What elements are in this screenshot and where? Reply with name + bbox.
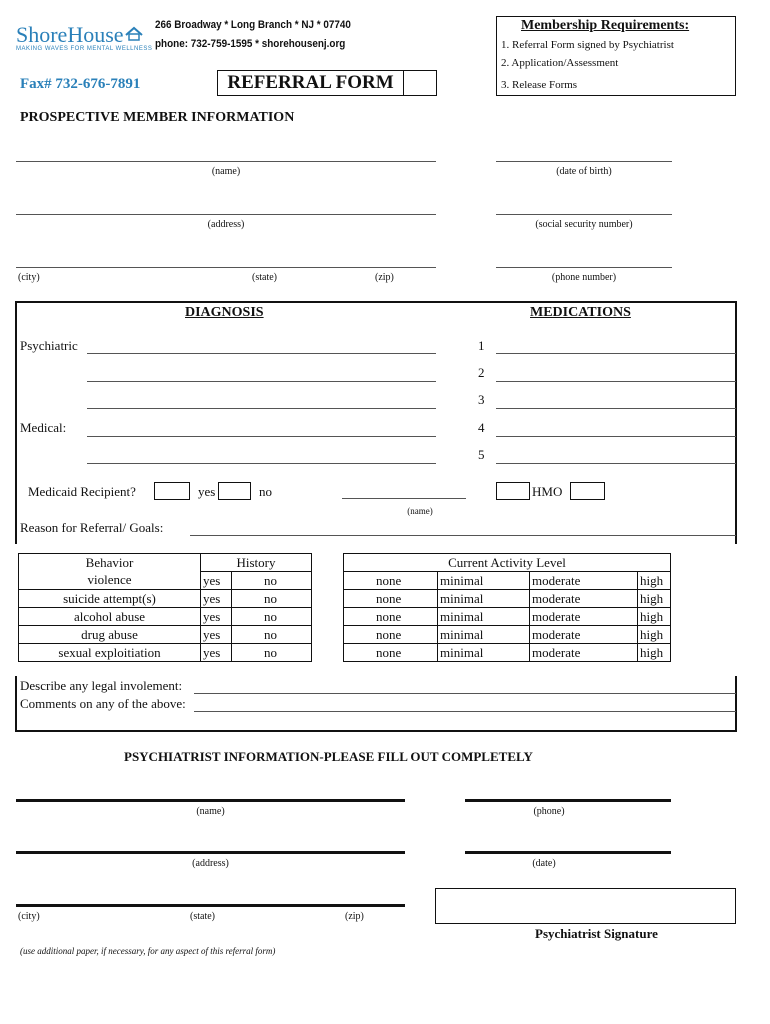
- activity-minimal-cell[interactable]: minimal: [438, 572, 530, 590]
- medicaid-yes-label: yes: [198, 484, 216, 499]
- psychiatrist-city-label: (city): [18, 911, 40, 922]
- history-yes-cell[interactable]: yes: [201, 644, 232, 662]
- psychiatrist-signature-label: Psychiatrist Signature: [535, 926, 658, 941]
- header-address: 266 Broadway * Long Branch * NJ * 07740: [155, 19, 351, 31]
- activity-high-cell[interactable]: high: [638, 608, 671, 626]
- psychiatrist-name-line[interactable]: [16, 799, 405, 802]
- member-ssn-line[interactable]: [496, 214, 672, 215]
- history-no-cell[interactable]: no: [232, 626, 312, 644]
- member-city-label: (city): [18, 272, 40, 283]
- header-contact: phone: 732-759-1595 * shorehousenj.org: [155, 38, 346, 50]
- medical-line[interactable]: [87, 436, 436, 437]
- psychiatrist-name-label: (name): [196, 806, 225, 817]
- member-phone-line[interactable]: [496, 267, 672, 268]
- fax-number: Fax# 732-676-7891: [20, 76, 141, 92]
- activity-minimal-cell[interactable]: minimal: [438, 608, 530, 626]
- member-dob-label: (date of birth): [556, 166, 612, 177]
- comments-label: Comments on any of the above:: [20, 696, 186, 711]
- psychiatrist-state-label: (state): [190, 911, 215, 922]
- medicaid-no-label: no: [259, 484, 272, 499]
- activity-none-cell[interactable]: none: [344, 572, 438, 590]
- hmo-checkbox-left[interactable]: [496, 482, 530, 500]
- behavior-cell: suicide attempt(s): [19, 590, 201, 608]
- history-yes-cell[interactable]: yes: [201, 608, 232, 626]
- psychiatrist-address-label: (address): [192, 858, 229, 869]
- activity-minimal-cell[interactable]: minimal: [438, 626, 530, 644]
- psychiatrist-phone-line[interactable]: [465, 799, 671, 802]
- member-name-line[interactable]: [16, 161, 436, 162]
- activity-table: [343, 553, 671, 662]
- requirement-item: 3. Release Forms: [501, 79, 578, 91]
- reason-line[interactable]: [190, 535, 736, 536]
- shorehouse-logo: [16, 22, 153, 52]
- member-name-label: (name): [211, 166, 241, 177]
- member-zip-label: (zip): [375, 272, 394, 283]
- psychiatrist-zip-label: (zip): [345, 911, 364, 922]
- activity-high-cell[interactable]: high: [638, 572, 671, 590]
- psychiatrist-date-label: (date): [532, 858, 556, 869]
- activity-row: [344, 590, 671, 608]
- psychiatric-label: Psychiatric: [20, 338, 78, 353]
- activity-moderate-cell[interactable]: moderate: [530, 608, 638, 626]
- activity-none-cell[interactable]: none: [344, 608, 438, 626]
- medication-line-3[interactable]: [496, 408, 736, 409]
- form-title: REFERRAL FORM: [227, 72, 394, 93]
- activity-moderate-cell[interactable]: moderate: [530, 590, 638, 608]
- footnote: (use additional paper, if necessary, for any aspect of this referral form): [20, 946, 276, 956]
- medication-number: 3: [478, 392, 485, 407]
- history-no-cell[interactable]: no: [232, 572, 312, 590]
- medicaid-name-line[interactable]: [342, 498, 466, 499]
- activity-row: [344, 572, 671, 590]
- requirements-title: Membership Requirements:: [521, 18, 690, 33]
- activity-high-cell[interactable]: high: [638, 644, 671, 662]
- activity-header: Current Activity Level: [344, 554, 671, 572]
- medication-line-2[interactable]: [496, 381, 736, 382]
- psychiatrist-city-line[interactable]: [16, 904, 405, 907]
- activity-none-cell[interactable]: none: [344, 626, 438, 644]
- legal-label: Describe any legal involement:: [20, 678, 183, 693]
- reason-label: Reason for Referral/ Goals:: [20, 520, 164, 535]
- history-yes-cell[interactable]: yes: [201, 590, 232, 608]
- hmo-checkbox-right[interactable]: [570, 482, 605, 500]
- psychiatric-line-3[interactable]: [87, 408, 436, 409]
- activity-moderate-cell[interactable]: moderate: [530, 644, 638, 662]
- requirement-item: 2. Application/Assessment: [501, 57, 619, 69]
- behavior-table: [18, 553, 312, 662]
- medical-label: Medical:: [20, 420, 67, 435]
- form-title-box: [217, 70, 404, 96]
- history-yes-cell[interactable]: yes: [201, 626, 232, 644]
- logo-name: ShoreHouse: [16, 22, 124, 47]
- history-no-cell[interactable]: no: [232, 590, 312, 608]
- behavior-cell: alcohol abuse: [19, 608, 201, 626]
- medication-number: 1: [478, 338, 485, 353]
- psychiatrist-phone-label: (phone): [533, 806, 565, 817]
- behavior-cell: violence: [19, 572, 201, 590]
- medication-number: 4: [478, 420, 485, 435]
- activity-minimal-cell[interactable]: minimal: [438, 590, 530, 608]
- medication-number: 2: [478, 365, 485, 380]
- activity-high-cell[interactable]: high: [638, 590, 671, 608]
- psychiatric-line[interactable]: [87, 353, 436, 354]
- activity-moderate-cell[interactable]: moderate: [530, 626, 638, 644]
- history-no-cell[interactable]: no: [232, 644, 312, 662]
- logo-tagline: MAKING WAVES FOR MENTAL WELLNESS: [16, 46, 153, 52]
- medicaid-no-checkbox[interactable]: [218, 482, 251, 500]
- psychiatrist-address-line[interactable]: [16, 851, 405, 854]
- psychiatrist-section-title: PSYCHIATRIST INFORMATION-PLEASE FILL OUT COMPLETELY: [124, 749, 533, 764]
- activity-none-cell[interactable]: none: [344, 590, 438, 608]
- activity-minimal-cell[interactable]: minimal: [438, 644, 530, 662]
- member-ssn-label: (social security number): [535, 219, 633, 230]
- member-dob-line[interactable]: [496, 161, 672, 162]
- form-title-checkbox[interactable]: [403, 70, 437, 96]
- activity-none-cell[interactable]: none: [344, 644, 438, 662]
- medicaid-question: Medicaid Recipient?: [28, 484, 136, 499]
- requirement-item: 1. Referral Form signed by Psychiatrist: [501, 39, 674, 51]
- medication-line-4[interactable]: [496, 436, 736, 437]
- medication-line-1[interactable]: [496, 353, 736, 354]
- member-state-label: (state): [252, 272, 277, 283]
- history-no-cell[interactable]: no: [232, 608, 312, 626]
- comments-line[interactable]: [194, 711, 736, 712]
- activity-high-cell[interactable]: high: [638, 626, 671, 644]
- medical-line-2[interactable]: [87, 463, 436, 464]
- behavior-cell: drug abuse: [19, 626, 201, 644]
- psychiatrist-signature-box[interactable]: [435, 888, 736, 924]
- diagnosis-title: DIAGNOSIS: [185, 305, 264, 320]
- activity-row: [344, 644, 671, 662]
- medication-line-5[interactable]: [496, 463, 736, 464]
- legal-line[interactable]: [194, 693, 736, 694]
- member-city-line[interactable]: [16, 267, 436, 268]
- member-address-line[interactable]: [16, 214, 436, 215]
- medications-title: MEDICATIONS: [530, 305, 631, 320]
- medicaid-name-label: (name): [407, 506, 433, 516]
- activity-moderate-cell[interactable]: moderate: [530, 572, 638, 590]
- house-icon: [124, 26, 144, 42]
- membership-requirements-box: [496, 16, 736, 96]
- behavior-cell: sexual exploitiation: [19, 644, 201, 662]
- medicaid-yes-checkbox[interactable]: [154, 482, 190, 500]
- history-yes-cell[interactable]: yes: [201, 572, 232, 590]
- activity-row: [344, 608, 671, 626]
- medication-number: 5: [478, 447, 485, 462]
- behavior-header: Behavior: [19, 554, 201, 572]
- history-header: History: [201, 554, 312, 572]
- psychiatrist-date-line[interactable]: [465, 851, 671, 854]
- activity-row: [344, 626, 671, 644]
- hmo-label: HMO: [532, 484, 563, 499]
- member-phone-label: (phone number): [551, 272, 617, 283]
- psychiatric-line-2[interactable]: [87, 381, 436, 382]
- member-address-label: (address): [207, 219, 245, 230]
- member-section-title: PROSPECTIVE MEMBER INFORMATION: [20, 110, 295, 125]
